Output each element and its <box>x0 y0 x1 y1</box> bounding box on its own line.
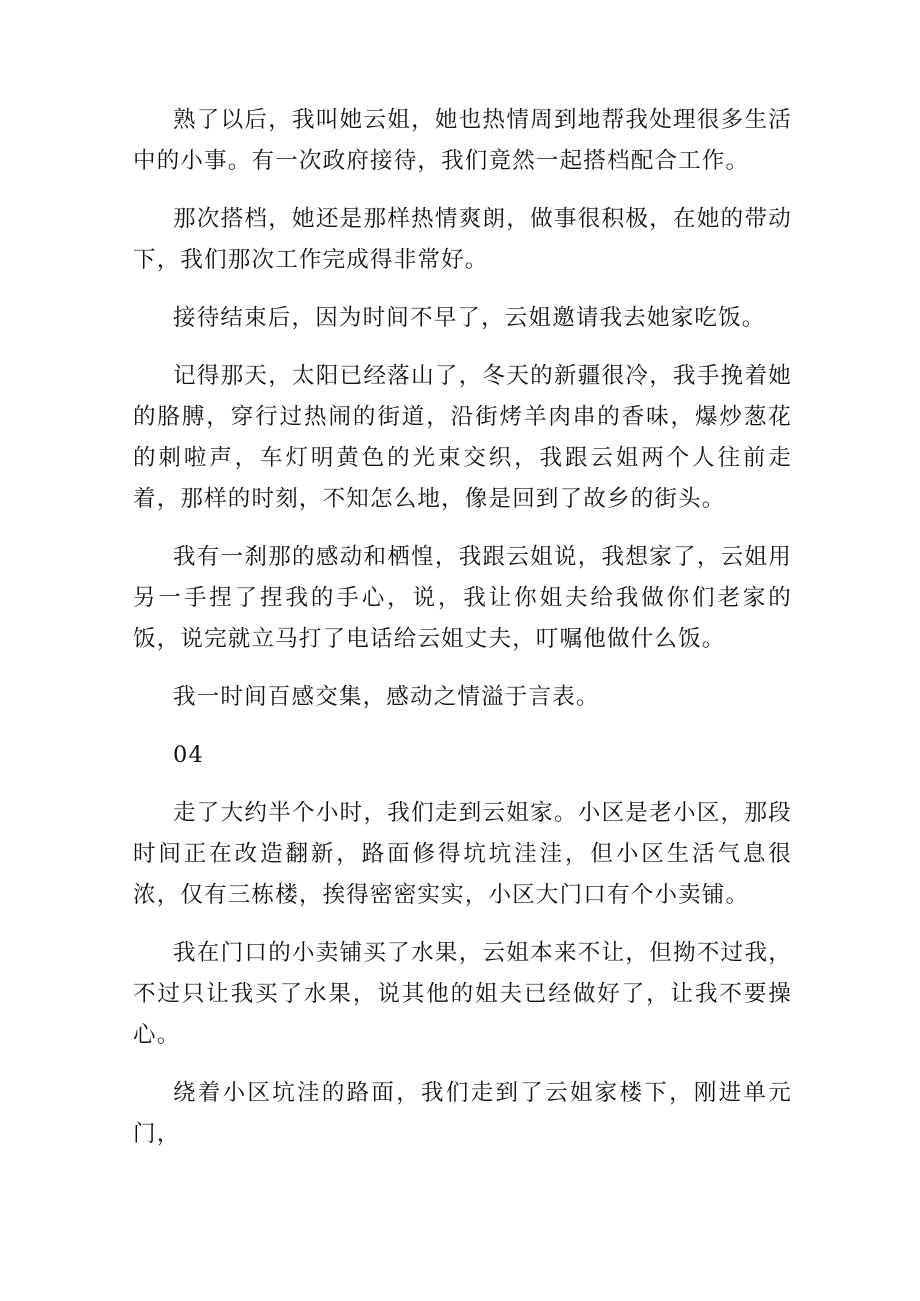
paragraph: 那次搭档，她还是那样热情爽朗，做事很积极，在她的带动下，我们那次工作完成得非常好。 <box>133 206 792 273</box>
paragraph: 接待结束后，因为时间不早了，云姐邀请我去她家吃饭。 <box>173 305 766 331</box>
paragraph: 记得那天，太阳已经落山了，冬天的新疆很冷，我手挽着她的胳膊，穿行过热闹的街道，沿街烤羊肉串的香味，爆炒葱花的刺啦声，车灯明黄色的光束交织，我跟云姐两个人往前走着，那样的时刻，不知怎么地，像是回到了故乡的街头。 <box>133 363 792 512</box>
paragraph: 绕着小区坑洼的路面，我们走到了云姐家楼下，刚进单元门， <box>133 1080 792 1147</box>
paragraph: 我在门口的小卖铺买了水果，云姐本来不让，但拗不过我，不过只让我买了水果，说其他的姐夫已经做好了，让我不要操心。 <box>133 940 792 1048</box>
paragraph: 我一时间百感交集，感动之情溢于言表。 <box>173 684 600 710</box>
paragraph: 走了大约半个小时，我们走到云姐家。小区是老小区，那段时间正在改造翻新，路面修得坑坑洼洼，但小区生活气息很浓，仅有三栋楼，挨得密密实实，小区大门口有个小卖铺。 <box>133 800 792 908</box>
paragraph: 熟了以后，我叫她云姐，她也热情周到地帮我处理很多生活中的小事。有一次政府接待，我们竟然一起搭档配合工作。 <box>133 107 792 174</box>
section-number: 04 <box>173 742 205 768</box>
paragraph: 我有一刹那的感动和栖惶，我跟云姐说，我想家了，云姐用另一手捏了捏我的手心，说，我让你姐夫给我做你们老家的饭，说完就立马打了电话给云姐丈夫，叮嘱他做什么饭。 <box>133 544 792 652</box>
